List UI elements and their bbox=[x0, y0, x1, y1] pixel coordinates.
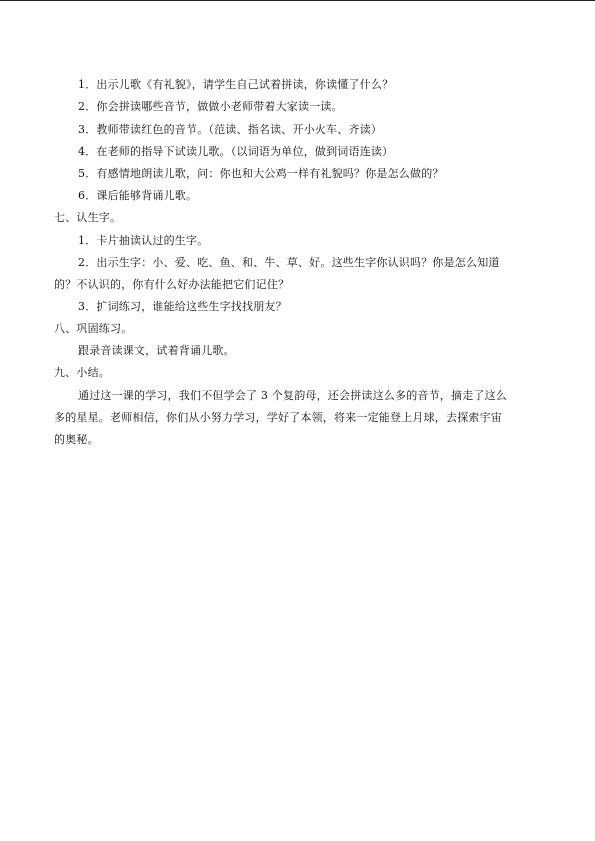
list-item: 1．出示儿歌《有礼貌》，请学生自己试着拼读，你读懂了什么？ bbox=[78, 78, 394, 91]
list-item: 4．在老师的指导下试读儿歌。（以词语为单位，做到词语连读） bbox=[78, 145, 394, 158]
list-item: 2．你会拼读哪些音节，做做小老师带着大家读一读。 bbox=[78, 100, 343, 113]
list-item: 3．扩词练习，谁能给这些生字找找朋友？ bbox=[78, 300, 287, 313]
section-heading-7: 七、认生字。 bbox=[54, 211, 122, 224]
list-item: 5．有感情地朗读儿歌，问：你也和大公鸡一样有礼貌吗？你是怎么做的？ bbox=[78, 167, 444, 180]
list-item: 2．出示生字：小、爱、吃、鱼、和、牛、草、好。这些生字你认识吗？你是怎么知道 bbox=[78, 256, 500, 269]
list-item-continuation: 的？不认识的，你有什么好办法能把它们记住？ bbox=[54, 278, 290, 291]
list-item: 6．课后能够背诵儿歌。 bbox=[78, 189, 198, 202]
list-item: 1．卡片抽读认过的生字。 bbox=[78, 234, 209, 247]
paragraph-line: 通过这一课的学习，我们不但学会了 3 个复韵母，还会拼读这么多的音节，摘走了这么 bbox=[78, 389, 507, 402]
list-item: 3．教师带读红色的音节。（范读、指名读、开小火车、齐读） bbox=[78, 123, 383, 136]
paragraph: 跟录音读课文，试着背诵儿歌。 bbox=[78, 344, 235, 357]
paragraph-line: 多的星星。老师相信，你们从小努力学习，学好了本领，将来一定能登上月球，去探索宇宙 bbox=[54, 411, 502, 424]
paragraph-line: 的奥秘。 bbox=[54, 433, 99, 446]
section-heading-8: 八、巩固练习。 bbox=[54, 322, 133, 335]
section-heading-9: 九、小结。 bbox=[54, 366, 110, 379]
